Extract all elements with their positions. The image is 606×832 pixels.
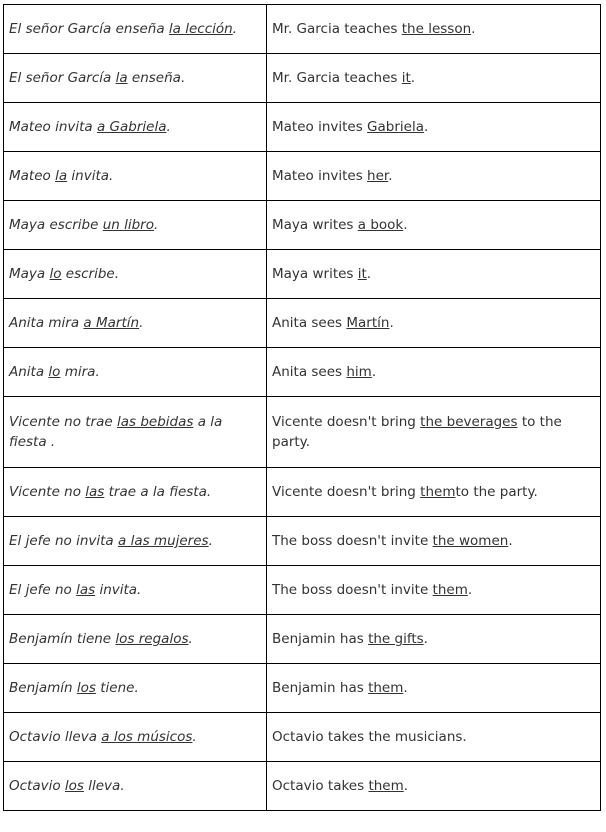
sentence-text: a la fiesta .: [9, 414, 223, 450]
sentence-text: .: [508, 533, 513, 549]
english-translation-cell: [267, 299, 601, 348]
sentence-text: Octavio takes: [272, 778, 369, 794]
sentence-text: Anita mira: [9, 315, 84, 331]
table-row: [4, 103, 601, 152]
sentence-text: invita.: [95, 582, 142, 598]
english-translation-cell: [267, 152, 601, 201]
spanish-sentence-cell: [4, 468, 267, 517]
spanish-sentence-cell: [4, 762, 267, 811]
english-translation-cell: [267, 5, 601, 54]
sentence-text: enseña.: [127, 70, 186, 86]
table-row: [4, 517, 601, 566]
table-row: [4, 152, 601, 201]
underlined-object: the gifts: [368, 631, 424, 647]
spanish-sentence-cell: [4, 152, 267, 201]
table-row: [4, 713, 601, 762]
sentence-text: Anita sees: [272, 315, 347, 331]
sentence-text: El jefe no invita: [9, 533, 118, 549]
sentence-text: El señor García: [9, 70, 116, 86]
underlined-object: it: [357, 266, 367, 282]
underlined-object: la: [55, 168, 68, 184]
sentence-text: Maya writes: [272, 266, 358, 282]
spanish-sentence-cell: [4, 517, 267, 566]
sentence-text: .: [208, 533, 213, 549]
underlined-object: the women: [432, 533, 509, 549]
underlined-object: los: [64, 778, 84, 794]
sentence-text: to the party.: [455, 484, 538, 500]
sentence-text: Anita sees: [272, 364, 347, 380]
sentence-text: .: [388, 168, 393, 184]
sentence-text: .: [389, 315, 394, 331]
underlined-object: them: [368, 778, 404, 794]
sentence-text: Maya: [9, 266, 50, 282]
sentence-text: .: [188, 631, 193, 647]
english-translation-cell: [267, 566, 601, 615]
english-translation-cell: [267, 615, 601, 664]
sentence-text: lleva.: [83, 778, 125, 794]
underlined-object: lo: [49, 266, 62, 282]
sentence-text: Maya writes: [272, 217, 358, 233]
table-row: [4, 664, 601, 713]
english-translation-cell: [267, 250, 601, 299]
sentence-text: Vicente doesn't bring: [272, 484, 421, 500]
sentence-text: .: [403, 680, 408, 696]
english-translation-cell: [267, 201, 601, 250]
underlined-object: a Gabriela: [96, 119, 167, 135]
table-row: [4, 5, 601, 54]
sentence-text: Mr. Garcia teaches: [272, 21, 402, 37]
sentence-text: .: [154, 217, 159, 233]
table-row: [4, 566, 601, 615]
sentence-text: .: [403, 217, 408, 233]
sentence-text: .: [423, 631, 428, 647]
sentence-text: Vicente no: [9, 484, 86, 500]
english-translation-cell: [267, 762, 601, 811]
sentence-text: .: [192, 729, 197, 745]
underlined-object: la: [115, 70, 128, 86]
table-row: [4, 762, 601, 811]
spanish-sentence-cell: [4, 54, 267, 103]
sentence-text: Mateo: [9, 168, 56, 184]
table-row: [4, 201, 601, 250]
sentence-text: Vicente no trae: [9, 414, 117, 430]
sentence-text: Maya escribe: [9, 217, 103, 233]
sentence-text: escribe.: [61, 266, 120, 282]
underlined-object: a book: [357, 217, 404, 233]
sentence-text: tiene.: [95, 680, 139, 696]
sentence-text: invita.: [67, 168, 114, 184]
sentence-text: El señor García enseña: [9, 21, 169, 37]
underlined-object: los: [76, 680, 96, 696]
english-translation-cell: [267, 348, 601, 397]
sentence-text: Octavio: [9, 778, 65, 794]
table-row: [4, 54, 601, 103]
sentence-text: Mateo invites: [272, 168, 368, 184]
sentence-text: Benjamin has: [272, 631, 369, 647]
sentence-text: Benjamín tiene: [9, 631, 116, 647]
english-translation-cell: [267, 103, 601, 152]
table-row: [4, 299, 601, 348]
sentence-text: Mateo invita: [9, 119, 97, 135]
spanish-sentence-cell: [4, 5, 267, 54]
table-row: [4, 348, 601, 397]
underlined-object: a los músicos: [101, 729, 193, 745]
sentence-text: Benjamín: [9, 680, 77, 696]
table-row: [4, 468, 601, 517]
sentence-text: Mateo invites: [272, 119, 368, 135]
sentence-text: Octavio lleva: [9, 729, 102, 745]
table-row: [4, 615, 601, 664]
sentence-text: .: [139, 315, 144, 331]
sentence-text: .: [467, 582, 473, 598]
english-translation-cell: [267, 54, 601, 103]
sentence-text: Vicente doesn't bring: [272, 414, 421, 430]
underlined-object: him: [346, 364, 372, 380]
sentence-text: .: [423, 119, 429, 135]
sentence-text: Anita: [9, 364, 49, 380]
sentence-text: Benjamin has: [272, 680, 369, 696]
english-translation-cell: [267, 713, 601, 762]
sentence-text: The boss doesn't invite: [272, 533, 433, 549]
sentence-text: The boss doesn't invite: [272, 582, 433, 598]
sentence-text: .: [166, 119, 171, 135]
table-row: [4, 250, 601, 299]
spanish-sentence-cell: [4, 250, 267, 299]
sentence-text: .: [403, 778, 409, 794]
translation-table: [3, 4, 601, 811]
underlined-object: las: [76, 582, 96, 598]
spanish-sentence-cell: [4, 397, 267, 468]
underlined-object: lo: [48, 364, 61, 380]
spanish-sentence-cell: [4, 201, 267, 250]
underlined-object: a las mujeres: [118, 533, 209, 549]
underlined-object: Gabriela: [367, 119, 424, 135]
sentence-text: .: [410, 70, 416, 86]
table-row: [4, 397, 601, 468]
sentence-text: .: [371, 364, 377, 380]
sentence-text: .: [366, 266, 372, 282]
underlined-object: the lesson: [401, 21, 472, 37]
english-translation-cell: [267, 468, 601, 517]
sentence-text: trae a la fiesta.: [104, 484, 212, 500]
sentence-text: Mr. Garcia teaches: [272, 70, 402, 86]
sentence-text: mira.: [60, 364, 100, 380]
spanish-sentence-cell: [4, 348, 267, 397]
underlined-object: las: [85, 484, 105, 500]
underlined-object: los regalos: [115, 631, 189, 647]
sentence-text: to the party.: [272, 414, 562, 450]
underlined-object: la lección: [168, 21, 233, 37]
underlined-object: las bebidas: [116, 414, 194, 430]
underlined-object: un libro: [102, 217, 154, 233]
underlined-object: her: [367, 168, 389, 184]
spanish-sentence-cell: [4, 299, 267, 348]
spanish-sentence-cell: [4, 566, 267, 615]
spanish-sentence-cell: [4, 664, 267, 713]
underlined-object: them: [368, 680, 404, 696]
sentence-text: Octavio takes the musicians.: [272, 729, 467, 745]
sentence-text: .: [471, 21, 476, 37]
underlined-object: them: [420, 484, 456, 500]
underlined-object: them: [432, 582, 468, 598]
underlined-object: Martín: [346, 315, 390, 331]
english-translation-cell: [267, 664, 601, 713]
english-translation-cell: [267, 397, 601, 468]
underlined-object: a Martín: [83, 315, 140, 331]
underlined-object: it: [401, 70, 411, 86]
english-translation-cell: [267, 517, 601, 566]
spanish-sentence-cell: [4, 713, 267, 762]
translation-table-body: [4, 5, 601, 811]
spanish-sentence-cell: [4, 615, 267, 664]
spanish-sentence-cell: [4, 103, 267, 152]
underlined-object: the beverages: [420, 414, 518, 430]
sentence-text: El jefe no: [9, 582, 77, 598]
sentence-text: .: [232, 21, 238, 37]
